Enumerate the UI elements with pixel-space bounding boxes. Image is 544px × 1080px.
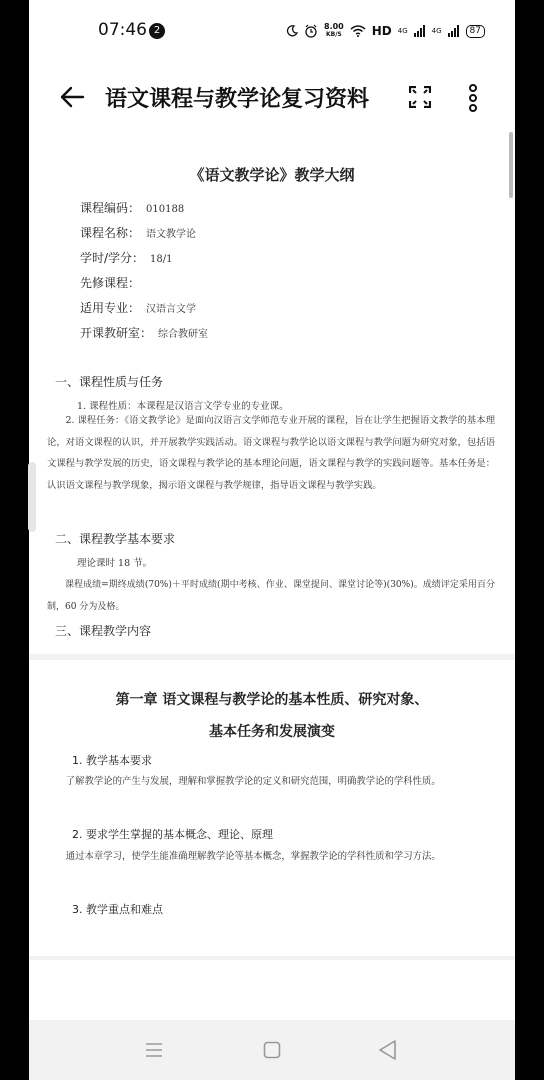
menu-icon[interactable] bbox=[145, 1042, 163, 1058]
moon-icon bbox=[286, 25, 298, 37]
field-course-name: 课程名称： 语文教学论 bbox=[80, 226, 197, 240]
signal-1-label: 4G bbox=[397, 27, 408, 35]
fullscreen-icon[interactable] bbox=[409, 86, 431, 108]
document-page-1[interactable] bbox=[29, 132, 515, 654]
chapter-1-text-2: 通过本章学习，使学生能准确理解教学论等基本概念，掌握教学论的学科性质和学习方法。 bbox=[65, 851, 441, 862]
back-triangle-icon[interactable] bbox=[377, 1039, 397, 1061]
home-square-icon[interactable] bbox=[263, 1041, 281, 1059]
section-2-grading: 课程成绩=期终成绩(70%)＋平时成绩(期中考核、作业、课堂提问、课堂讨论等)(30%)。成绩评定采用百分制，60 分为及格。 bbox=[47, 580, 495, 612]
signal-bars-1-icon bbox=[414, 25, 426, 37]
hd-voice-label: HD bbox=[371, 24, 392, 38]
clock: 07:46 bbox=[98, 20, 147, 40]
chapter-1-text-1: 了解教学论的产生与发展，理解和掌握教学论的定义和研究范围，明确教学论的学科性质。 bbox=[65, 776, 441, 787]
section-1-item-2: 2. 课程任务：《语文教学论》是面向汉语言文学师范专业开展的课程，旨在让学生把握语文教学的基本理论，对语文课程的认识，并开展教学实践活动。语文课程与教学论以语文课程与教学问题为研究对象，包括语文课程与教学发展的历史，语文课程与教学论的基本理论问题，语文课程与教学的实践问题等。基本任务是：认识语文课程与教学现象，揭示语文课程与教学规律，指导语文课程与教学实践。 bbox=[47, 415, 495, 491]
field-major: 适用专业： 汉语言文学 bbox=[80, 301, 197, 315]
chapter-1-title-line-1: 第一章 语文课程与教学论的基本性质、研究对象、 bbox=[115, 692, 429, 708]
edge-swipe-handle[interactable] bbox=[28, 462, 36, 532]
arrow-left-icon[interactable] bbox=[59, 84, 85, 110]
more-vertical-icon[interactable] bbox=[467, 84, 479, 112]
signal-bars-2-icon bbox=[448, 25, 460, 37]
phone-screen bbox=[29, 0, 515, 1080]
status-bar bbox=[29, 0, 515, 62]
document-page-2[interactable] bbox=[29, 660, 515, 956]
chapter-1-sub-3: 3. 教学重点和难点 bbox=[72, 903, 163, 916]
document-title: 语文课程与教学论复习资料 bbox=[105, 87, 370, 112]
section-1-heading: 一、课程性质与任务 bbox=[55, 375, 164, 389]
app-bar bbox=[29, 62, 515, 132]
section-3-heading: 三、课程教学内容 bbox=[55, 624, 152, 638]
wifi-icon bbox=[350, 25, 366, 37]
section-2-heading: 二、课程教学基本要求 bbox=[55, 532, 176, 546]
system-nav-bar bbox=[29, 1020, 515, 1080]
field-prerequisites: 先修课程： bbox=[80, 276, 141, 290]
section-2-hours: 理论课时 18 节。 bbox=[77, 558, 153, 569]
section-1-item-1: 1. 课程性质：本课程是汉语言文学专业的专业课。 bbox=[77, 401, 289, 412]
battery-indicator: 87 bbox=[466, 25, 485, 38]
status-icons bbox=[286, 20, 485, 42]
signal-2-label: 4G bbox=[431, 27, 442, 35]
document-page-3[interactable] bbox=[29, 960, 515, 1020]
alarm-icon bbox=[304, 24, 318, 38]
notification-badge: 2 bbox=[149, 23, 165, 39]
network-speed: 8.00 KB/S bbox=[324, 22, 344, 38]
scrollbar-thumb[interactable] bbox=[509, 132, 513, 198]
field-hours-credits: 学时/学分： 18/1 bbox=[80, 251, 173, 265]
chapter-1-sub-2: 2. 要求学生掌握的基本概念、理论、原理 bbox=[72, 828, 273, 841]
chapter-1-sub-1: 1. 教学基本要求 bbox=[72, 754, 152, 767]
chapter-1-title-line-2: 基本任务和发展演变 bbox=[209, 724, 335, 740]
field-department: 开课教研室： 综合教研室 bbox=[80, 326, 209, 340]
syllabus-title: 《语文教学论》教学大纲 bbox=[189, 166, 355, 184]
field-course-code: 课程编码： 010188 bbox=[80, 201, 185, 215]
